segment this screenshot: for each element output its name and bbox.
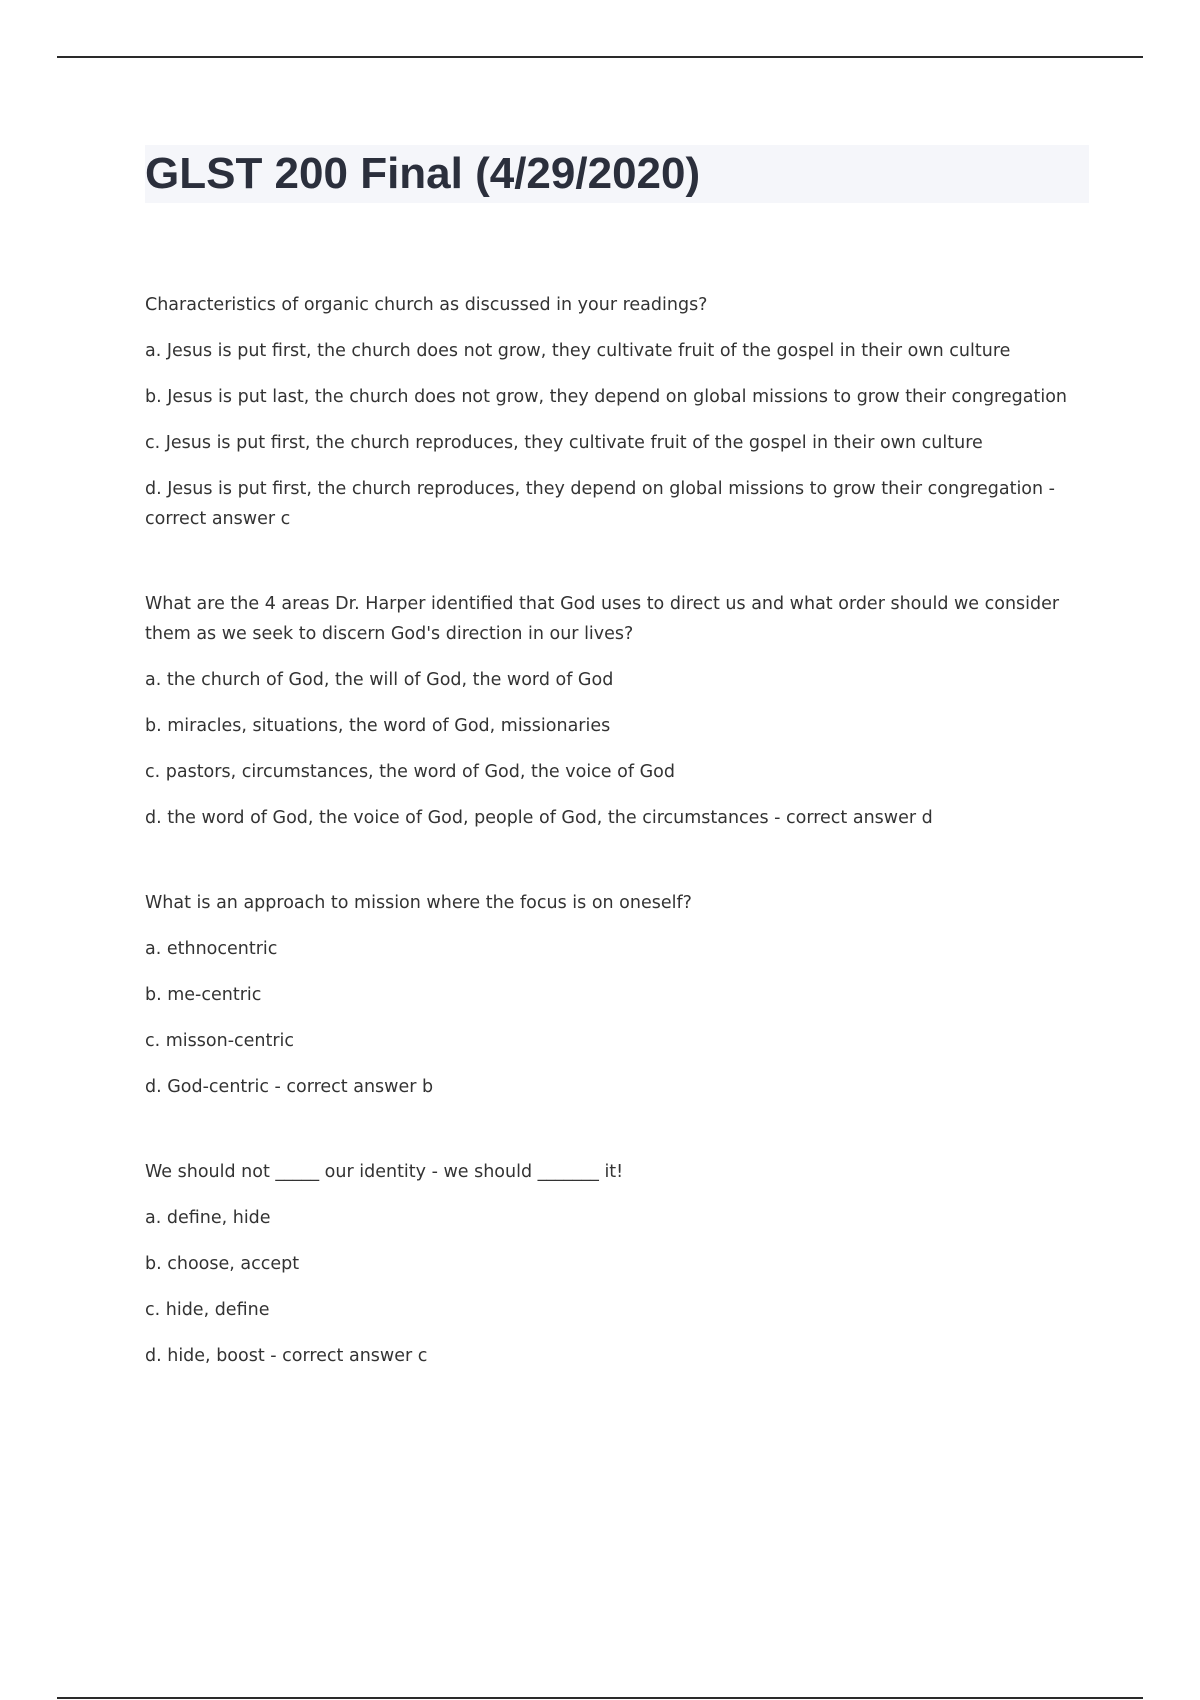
answer-option: c. pastors, circumstances, the word of God, the voice of God — [145, 762, 675, 782]
footer-rule — [57, 1697, 1143, 1699]
question-block — [145, 888, 1085, 1102]
answer-option: d. the word of God, the voice of God, people of God, the circumstances - correct answer d — [145, 808, 933, 828]
answer-option: a. Jesus is put first, the church does not grow, they cultivate fruit of the gospel in their own culture — [145, 341, 1011, 361]
question-text: What are the 4 areas Dr. Harper identified that God uses to direct us and what order should we consider them as we seek to discern God's direction in our lives? — [145, 594, 1060, 644]
answer-option: b. me-centric — [145, 985, 262, 1005]
question-block — [145, 589, 1085, 833]
answer-option: a. ethnocentric — [145, 939, 278, 959]
answer-option: b. Jesus is put last, the church does not grow, they depend on global missions to grow their congregation — [145, 387, 1067, 407]
answer-option: b. choose, accept — [145, 1254, 300, 1274]
document-body — [145, 290, 1085, 1426]
answer-option: b. miracles, situations, the word of God, missionaries — [145, 716, 611, 736]
answer-option: c. misson-centric — [145, 1031, 295, 1051]
answer-option: d. hide, boost - correct answer c — [145, 1346, 428, 1366]
question-text: What is an approach to mission where the focus is on oneself? — [145, 893, 692, 913]
question-text: Characteristics of organic church as discussed in your readings? — [145, 295, 708, 315]
question-block — [145, 290, 1085, 534]
answer-option: d. God-centric - correct answer b — [145, 1077, 434, 1097]
answer-option: a. the church of God, the will of God, the word of God — [145, 670, 614, 690]
document-title: GLST 200 Final (4/29/2020) — [145, 149, 701, 198]
answer-option: d. Jesus is put first, the church reproduces, they depend on global missions to grow their congregation - correct answer c — [145, 479, 1055, 529]
question-block — [145, 1157, 1085, 1371]
answer-option: c. Jesus is put first, the church reproduces, they cultivate fruit of the gospel in their own culture — [145, 433, 983, 453]
answer-option: c. hide, define — [145, 1300, 270, 1320]
answer-option: a. define, hide — [145, 1208, 271, 1228]
header-rule — [57, 56, 1143, 58]
question-text: We should not _____ our identity - we should _______ it! — [145, 1162, 624, 1182]
